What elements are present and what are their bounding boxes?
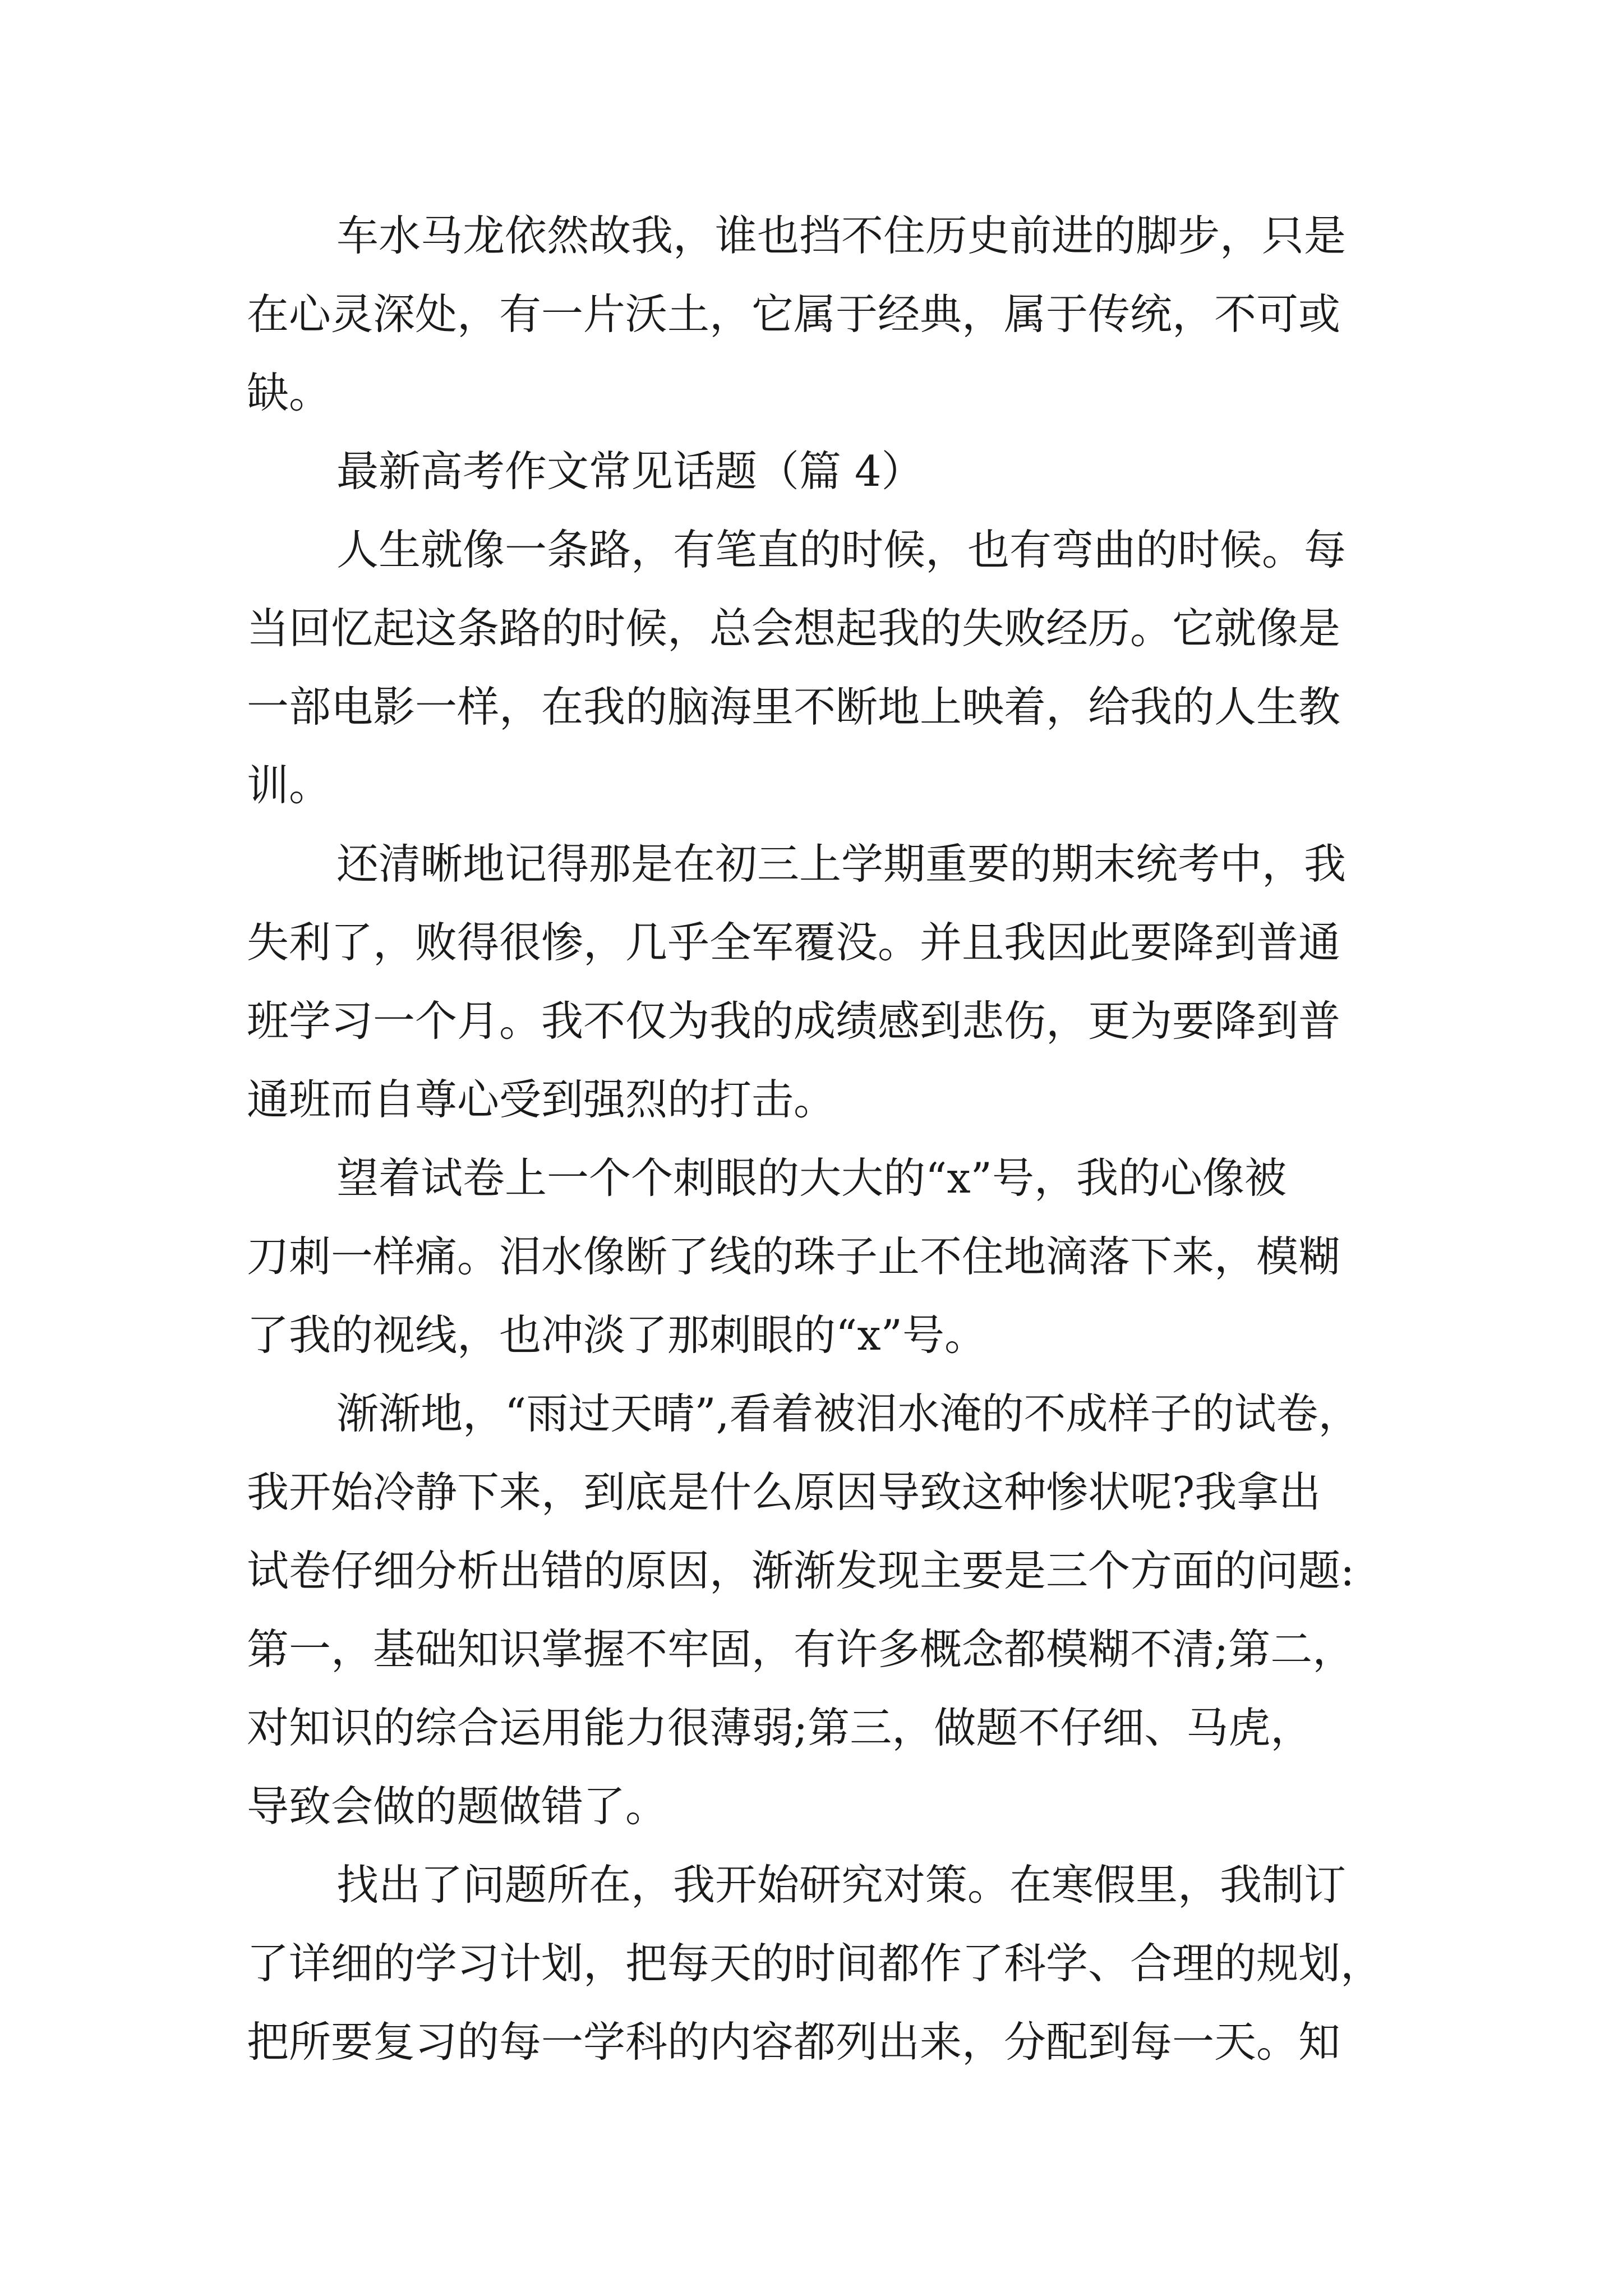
text-line: 找出了问题所在，我开始研究对策。在寒假里，我制订	[336, 1860, 1347, 1910]
paragraph-1	[247, 196, 1391, 432]
text-line: 人生就像一条路，有笔直的时候，也有弯曲的时候。每	[336, 525, 1347, 574]
paragraph-5	[247, 1374, 1391, 1846]
text-line: 失利了，败得很惨，几乎全军覆没。并且我因此要降到普通	[247, 918, 1341, 967]
text-line: 训。	[247, 761, 331, 810]
document-body	[247, 196, 1391, 2081]
text-line: 缺。	[247, 368, 331, 417]
text-line: 了详细的学习计划，把每天的时间都作了科学、合理的规划，	[247, 1939, 1383, 1988]
paragraph-2	[247, 510, 1391, 825]
text-line: 把所要复习的每一学科的内容都列出来，分配到每一天。知	[247, 2017, 1341, 2067]
text-line: 了我的视线，也冲淡了那刺眼的“x”号。	[247, 1310, 986, 1360]
paragraph-6	[247, 1846, 1391, 2081]
section-heading	[247, 432, 1391, 510]
text-line: 班学习一个月。我不仅为我的成绩感到悲伤，更为要降到普	[247, 996, 1341, 1046]
text-line: 试卷仔细分析出错的原因，渐渐发现主要是三个方面的问题:	[247, 1546, 1355, 1595]
text-line: 导致会做的题做错了。	[247, 1782, 668, 1831]
text-line: 还清晰地记得那是在初三上学期重要的期末统考中，我	[336, 839, 1347, 889]
text-line: 渐渐地，“雨过天晴”,看着被泪水淹的不成样子的试卷，	[336, 1389, 1361, 1438]
paragraph-3	[247, 825, 1391, 1139]
text-line: 当回忆起这条路的时候，总会想起我的失败经历。它就像是	[247, 604, 1341, 653]
text-line: 第一，基础知识掌握不牢固，有许多概念都模糊不清;第二，	[247, 1625, 1355, 1674]
text-line: 对知识的综合运用能力很薄弱;第三，做题不仔细、马虎，	[247, 1703, 1313, 1752]
text-line: 我开始冷静下来，到底是什么原因导致这种惨状呢?我拿出	[247, 1467, 1321, 1517]
paragraph-4	[247, 1139, 1391, 1374]
text-line: 车水马龙依然故我，谁也挡不住历史前进的脚步，只是	[336, 211, 1347, 260]
text-line: 通班而自尊心受到强烈的打击。	[247, 1075, 836, 1124]
text-line: 在心灵深处，有一片沃土，它属于经典，属于传统，不可或	[247, 289, 1341, 339]
text-line: 刀刺一样痛。泪水像断了线的珠子止不住地滴落下来，模糊	[247, 1232, 1341, 1281]
text-line: 望着试卷上一个个刺眼的大大的“x”号，我的心像被	[336, 1153, 1287, 1203]
text-line: 一部电影一样，在我的脑海里不断地上映着，给我的人生教	[247, 682, 1341, 731]
heading-text: 最新高考作文常见话题（篇 4）	[336, 447, 924, 496]
